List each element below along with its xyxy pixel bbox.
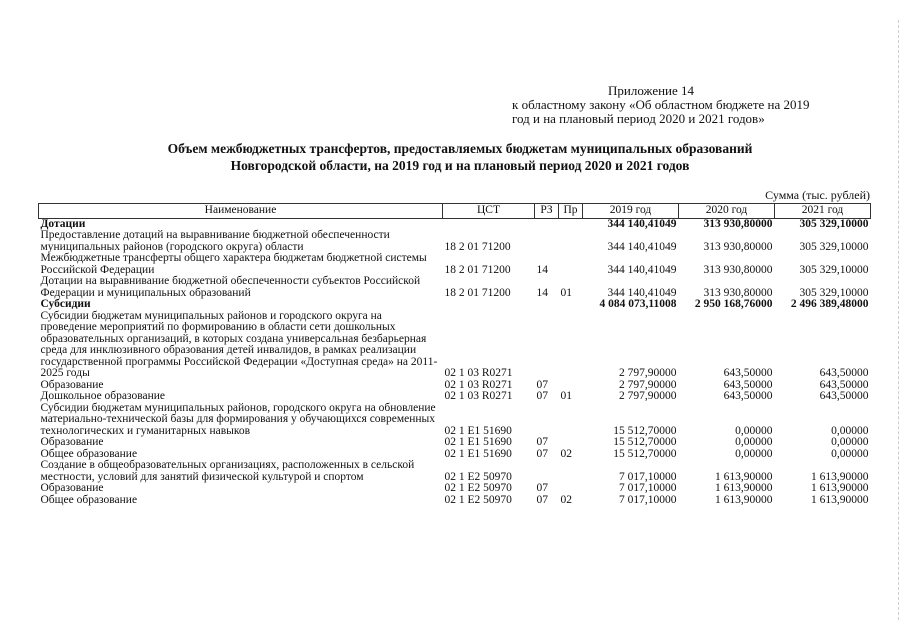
cell-rz xyxy=(535,460,559,483)
cell-pr xyxy=(559,483,583,495)
cell-2021: 1 613,90000 xyxy=(811,493,869,506)
cell-2019: 2 797,90000 xyxy=(619,390,677,402)
table-row xyxy=(39,230,871,253)
cell-name: Дошкольное образование xyxy=(40,390,166,402)
cell-2020: 0,00000 xyxy=(735,436,773,448)
cell-cst: 02 1 03 R0271 xyxy=(444,390,513,402)
cell-2021: 2 496 389,48000 xyxy=(790,298,869,310)
col-header-2021: 2021 год xyxy=(775,204,871,219)
cell-pr xyxy=(559,253,583,276)
cell-2019: 2 797,90000 xyxy=(619,367,677,379)
cell-2020: 0,00000 xyxy=(735,447,773,460)
cell-2019: 344 140,41049 xyxy=(607,263,677,276)
cell-rz: 07 xyxy=(536,493,548,506)
col-header-rz: РЗ xyxy=(535,204,559,219)
cell-2020: 1 613,90000 xyxy=(715,470,773,483)
cell-2021: 305 329,10000 xyxy=(799,286,869,299)
cell-2019: 15 512,70000 xyxy=(613,424,677,437)
cell-pr xyxy=(559,311,583,380)
cell-2019: 15 512,70000 xyxy=(613,447,677,460)
cell-2020: 0,00000 xyxy=(735,424,773,437)
col-header-2019: 2019 год xyxy=(583,204,679,219)
cell-2020: 643,50000 xyxy=(723,390,773,402)
cell-rz xyxy=(535,299,559,311)
appendix-law-line2: год и на плановый период 2020 и 2021 годов» xyxy=(512,111,765,126)
cell-cst: 02 1 E1 51690 xyxy=(444,424,512,437)
table-row xyxy=(39,495,871,507)
table-row xyxy=(39,276,871,299)
cell-name: Субсидии бюджетам муниципальных районов и городского округа на проведение мероприятий по формированию в области сети дошкольных образовательных организаций, в которых создана универсальная безбарьерная среда для инклюзивного образования детей инвалидов, в рамках реализации государственной программы Российской Федерации «Доступная среда» на 2011-2025 годы xyxy=(40,309,438,379)
table-row xyxy=(39,483,871,495)
cell-2020: 643,50000 xyxy=(723,367,773,379)
cell-2021: 0,00000 xyxy=(831,447,869,460)
cell-rz xyxy=(535,218,559,230)
cell-2019: 15 512,70000 xyxy=(613,436,677,448)
table-row xyxy=(39,299,871,311)
title-line-1: Объем межбюджетных трансфертов, предоставляемых бюджетам муниципальных образований xyxy=(167,141,753,156)
col-header-2020: 2020 год xyxy=(679,204,775,219)
cell-2021: 643,50000 xyxy=(819,378,869,391)
cell-cst: 02 1 03 R0271 xyxy=(444,378,513,391)
title-line-2: Новгородской области, на 2019 год и на плановый период 2020 и 2021 годов xyxy=(230,158,690,173)
cell-2020: 313 930,80000 xyxy=(703,263,773,276)
cell-cst: 18 2 01 71200 xyxy=(444,240,511,253)
cell-2021: 643,50000 xyxy=(819,367,869,379)
cell-pr xyxy=(559,460,583,483)
cell-name: Предоставление дотаций на выравнивание бюджетной обеспеченности муниципальных районов (городского округа) области xyxy=(40,229,390,253)
cell-cst: 18 2 01 71200 xyxy=(444,286,511,299)
cell-2020: 313 930,80000 xyxy=(703,240,773,253)
table-row xyxy=(39,460,871,483)
scan-edge-line xyxy=(897,20,899,620)
cell-rz xyxy=(535,403,559,438)
cell-rz: 07 xyxy=(536,378,548,391)
cell-name: Дотации на выравнивание бюджетной обеспеченности субъектов Российской Федерации и муниципальных образований xyxy=(40,275,421,299)
cell-cst: 18 2 01 71200 xyxy=(444,263,511,276)
cell-rz xyxy=(535,311,559,380)
cell-2021: 0,00000 xyxy=(831,436,869,448)
col-header-pr: Пр xyxy=(559,204,583,219)
table-body xyxy=(39,218,871,506)
cell-2019: 344 140,41049 xyxy=(607,217,677,230)
cell-rz: 07 xyxy=(536,436,548,448)
cell-2020: 2 950 168,76000 xyxy=(694,298,773,310)
cell-cst: 02 1 E1 51690 xyxy=(444,447,512,460)
cell-2021: 0,00000 xyxy=(831,424,869,437)
cell-2021: 305 329,10000 xyxy=(799,217,869,230)
appendix-number: Приложение 14 xyxy=(608,83,695,98)
cell-pr xyxy=(559,403,583,438)
appendix-header xyxy=(512,84,872,126)
cell-2021: 1 613,90000 xyxy=(811,482,869,494)
cell-2020: 313 930,80000 xyxy=(703,286,773,299)
cell-rz: 07 xyxy=(536,447,548,460)
cell-2020: 643,50000 xyxy=(723,378,773,391)
units-label: Сумма (тыс. рублей) xyxy=(765,188,870,202)
col-header-cst: ЦСТ xyxy=(443,204,535,219)
cell-pr xyxy=(559,218,583,230)
table-row xyxy=(39,403,871,438)
cell-name: Образование xyxy=(40,378,104,391)
cell-pr xyxy=(559,230,583,253)
cell-name: Создание в общеобразовательных организациях, расположенных в сельской местности, условий для занятий физической культурой и спортом xyxy=(40,459,415,483)
cell-2019: 2 797,90000 xyxy=(619,378,677,391)
cell-name: Межбюджетные трансферты общего характера бюджетам бюджетной системы Российской Федерации xyxy=(40,252,427,276)
cell-name: Субсидии бюджетам муниципальных районов, городского округа на обновление материально-технической базы для формирования у обучающихся современных технологических и гуманитарных навыков xyxy=(40,401,436,437)
cell-name: Образование xyxy=(40,436,104,448)
cell-rz: 07 xyxy=(536,482,548,494)
cell-2020: 1 613,90000 xyxy=(715,482,773,494)
cell-pr xyxy=(559,437,583,449)
cell-cst: 02 1 E2 50970 xyxy=(444,482,512,494)
cell-2019: 7 017,10000 xyxy=(619,470,677,483)
cell-2021: 643,50000 xyxy=(819,390,869,402)
table-header-row xyxy=(39,204,871,219)
cell-name: Субсидии xyxy=(40,298,91,310)
cell-rz: 14 xyxy=(536,286,548,299)
document-title xyxy=(60,140,860,174)
cell-2021: 1 613,90000 xyxy=(811,470,869,483)
cell-2019: 7 017,10000 xyxy=(619,482,677,494)
transfers-table xyxy=(38,203,871,506)
cell-name: Дотации xyxy=(40,217,86,230)
cell-2021: 305 329,10000 xyxy=(799,263,869,276)
cell-rz xyxy=(535,230,559,253)
cell-pr: 01 xyxy=(560,286,572,299)
cell-pr: 02 xyxy=(560,447,572,460)
cell-rz: 07 xyxy=(536,390,548,402)
table-row xyxy=(39,253,871,276)
cell-name: Образование xyxy=(40,482,104,494)
cell-name: Общее образование xyxy=(40,493,138,506)
cell-pr: 01 xyxy=(560,390,572,402)
cell-cst xyxy=(443,299,535,311)
cell-2019: 7 017,10000 xyxy=(619,493,677,506)
cell-cst: 02 1 E2 50970 xyxy=(444,493,512,506)
cell-cst: 02 1 E1 51690 xyxy=(444,436,512,448)
cell-cst: 02 1 E2 50970 xyxy=(444,470,512,483)
cell-2021: 305 329,10000 xyxy=(799,240,869,253)
cell-2019: 344 140,41049 xyxy=(607,286,677,299)
cell-pr xyxy=(559,299,583,311)
table-row xyxy=(39,391,871,403)
appendix-law-line1: к областному закону «Об областном бюджете на 2019 xyxy=(512,97,810,112)
cell-2019: 4 084 073,11008 xyxy=(599,298,677,310)
table-row xyxy=(39,437,871,449)
table-row xyxy=(39,311,871,380)
cell-2020: 1 613,90000 xyxy=(715,493,773,506)
cell-cst: 02 1 03 R0271 xyxy=(444,367,513,379)
cell-name: Общее образование xyxy=(40,447,138,460)
cell-2020: 313 930,80000 xyxy=(703,217,773,230)
cell-2019: 344 140,41049 xyxy=(607,240,677,253)
cell-rz: 14 xyxy=(536,263,548,276)
cell-cst xyxy=(443,218,535,230)
col-header-name: Наименование xyxy=(39,204,443,219)
cell-pr: 02 xyxy=(560,493,572,506)
